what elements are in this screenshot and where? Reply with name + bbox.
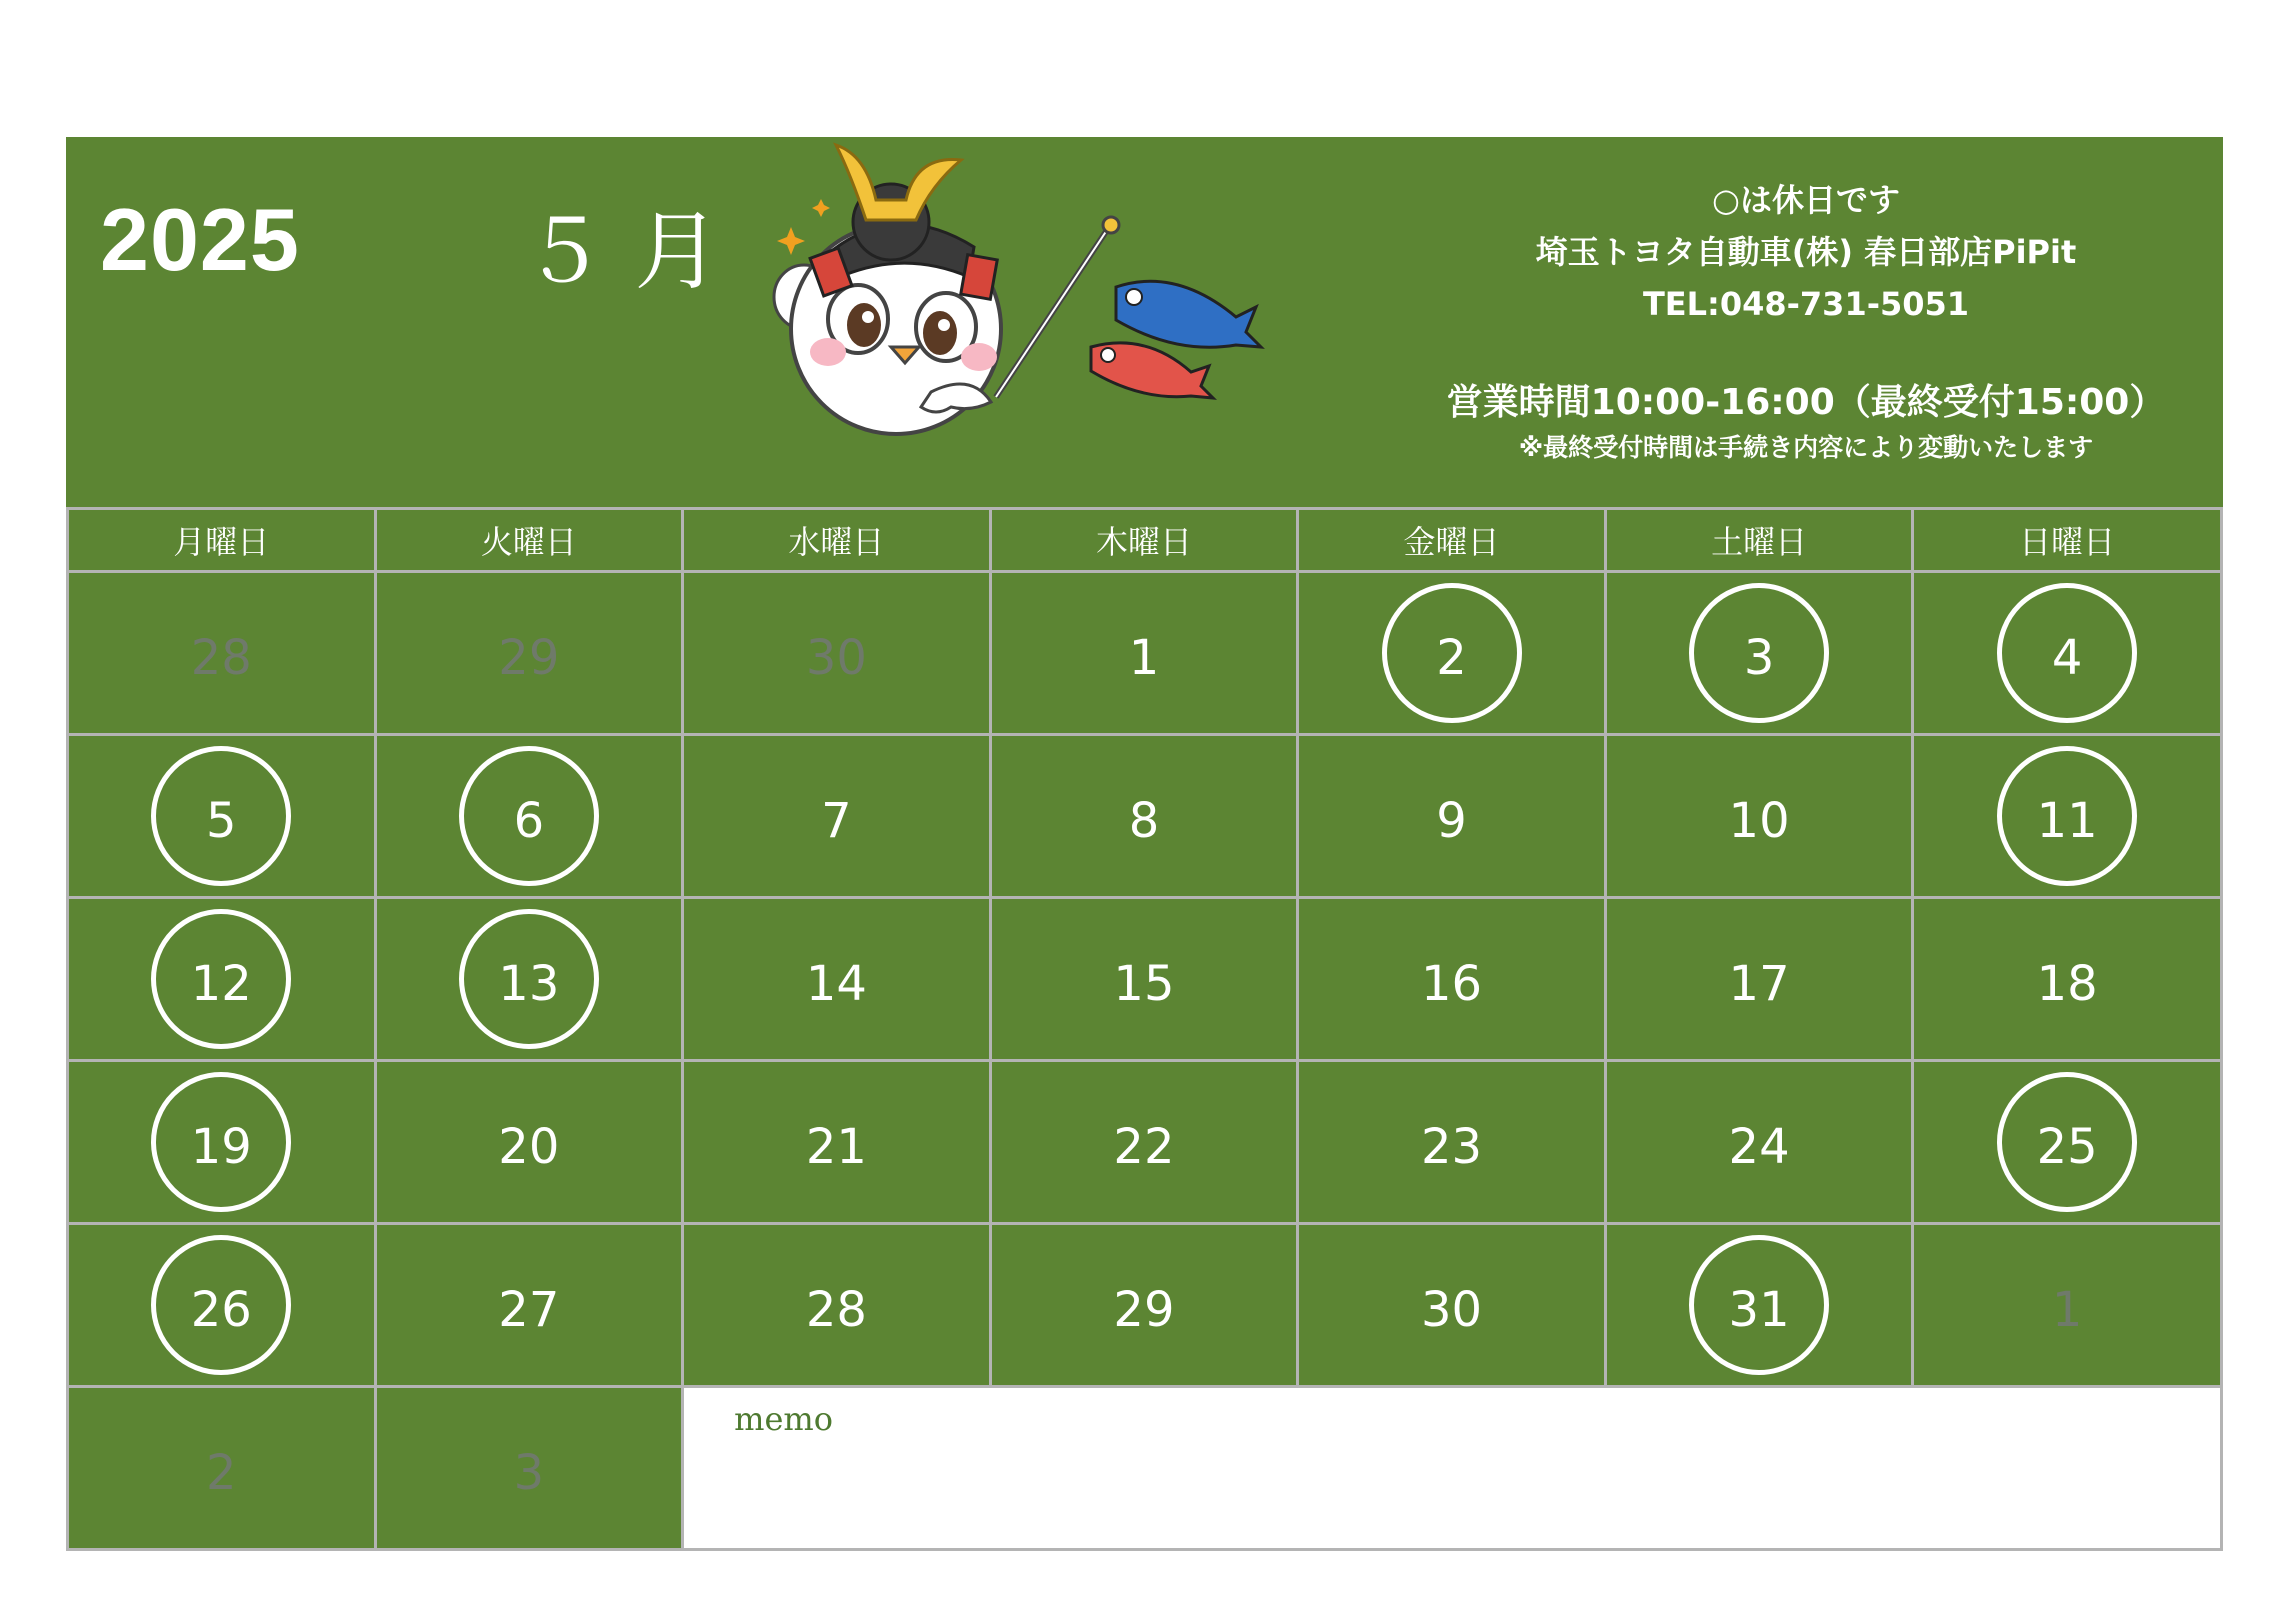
day-cell xyxy=(990,1061,1298,1224)
day-number: 8 xyxy=(1128,793,1160,849)
day-number: 9 xyxy=(1436,793,1467,849)
day-number: 1 xyxy=(1128,630,1160,686)
day-cell xyxy=(375,1387,683,1550)
day-number: 30 xyxy=(1420,1282,1483,1338)
day-cell xyxy=(68,1061,376,1224)
day-number: 22 xyxy=(1113,1119,1175,1175)
day-number: 14 xyxy=(805,956,867,1012)
day-cell xyxy=(683,1061,991,1224)
sparkle-icon xyxy=(777,199,830,255)
day-cell xyxy=(1605,1224,1913,1387)
weekday-sat: 土曜日 xyxy=(1605,509,1913,572)
day-cell xyxy=(1913,1224,2222,1387)
day-cell xyxy=(375,735,683,898)
day-number: 28 xyxy=(805,1282,867,1338)
day-number: 16 xyxy=(1420,956,1483,1012)
day-cell xyxy=(990,1224,1298,1387)
holiday-day-number: 3 xyxy=(1689,583,1829,723)
holiday-day-number: 6 xyxy=(459,746,599,886)
store-info xyxy=(1306,174,2280,468)
week-row xyxy=(68,898,2222,1061)
day-number: 21 xyxy=(805,1119,867,1175)
day-number: 24 xyxy=(1728,1119,1790,1175)
day-cell xyxy=(68,1224,376,1387)
day-cell xyxy=(990,572,1298,735)
store-tel: TEL:048-731-5051 xyxy=(1642,285,1970,323)
weekday-wed: 水曜日 xyxy=(683,509,991,572)
day-cell xyxy=(375,898,683,1061)
day-cell xyxy=(68,1387,376,1550)
month-label: ５ 月 xyxy=(521,202,721,302)
holiday-day-number: 5 xyxy=(151,746,291,886)
day-cell xyxy=(1605,1061,1913,1224)
day-cell xyxy=(68,735,376,898)
day-cell xyxy=(1298,898,1606,1061)
day-number: 10 xyxy=(1728,793,1790,849)
day-number: 23 xyxy=(1420,1119,1483,1175)
weekday-header-row xyxy=(68,509,2222,572)
business-hours: 営業時間10:00-16:00（最終受付15:00） xyxy=(1446,382,2166,423)
koinobori-icon xyxy=(1091,281,1261,398)
calendar-header xyxy=(66,137,2223,507)
day-cell xyxy=(1298,735,1606,898)
samurai-helmet-bird-mascot-icon xyxy=(696,137,1286,457)
day-number: 18 xyxy=(2036,956,2098,1012)
weekday-tue: 火曜日 xyxy=(375,509,683,572)
day-number: 7 xyxy=(821,793,852,849)
day-cell xyxy=(990,898,1298,1061)
day-number: 27 xyxy=(498,1282,560,1338)
weekday-mon: 月曜日 xyxy=(68,509,376,572)
day-cell xyxy=(1605,898,1913,1061)
memo-label: memo xyxy=(734,1400,834,1438)
day-cell xyxy=(375,1061,683,1224)
holiday-day-number: 11 xyxy=(1997,746,2137,886)
week-row xyxy=(68,572,2222,735)
day-cell xyxy=(683,572,991,735)
holiday-legend: ○は休日です xyxy=(1712,181,1900,219)
day-number: 30 xyxy=(805,630,867,686)
day-cell xyxy=(1298,572,1606,735)
weekday-fri: 金曜日 xyxy=(1298,509,1606,572)
holiday-day-number: 31 xyxy=(1689,1235,1829,1375)
day-cell xyxy=(1605,735,1913,898)
weekday-sun: 日曜日 xyxy=(1913,509,2222,572)
store-name: 埼玉トヨタ自動車(株) 春日部店PiPit xyxy=(1535,233,2077,271)
holiday-day-number: 12 xyxy=(151,909,291,1049)
weekday-thu: 木曜日 xyxy=(990,509,1298,572)
day-cell xyxy=(1913,735,2222,898)
day-cell xyxy=(1913,572,2222,735)
day-number: 1 xyxy=(2051,1282,2083,1338)
day-cell xyxy=(68,898,376,1061)
holiday-day-number: 25 xyxy=(1997,1072,2137,1212)
day-cell xyxy=(1605,572,1913,735)
day-number: 15 xyxy=(1113,956,1175,1012)
day-number: 2 xyxy=(206,1445,237,1501)
day-number: 29 xyxy=(498,630,560,686)
day-number: 3 xyxy=(513,1445,545,1501)
day-cell xyxy=(375,1224,683,1387)
day-cell xyxy=(375,572,683,735)
day-cell xyxy=(683,735,991,898)
calendar-grid xyxy=(66,507,2223,1551)
year-label: 2025 xyxy=(100,190,300,289)
day-cell xyxy=(1298,1224,1606,1387)
holiday-day-number: 2 xyxy=(1382,583,1522,723)
calendar xyxy=(66,137,2223,1553)
day-cell xyxy=(990,735,1298,898)
day-cell xyxy=(683,898,991,1061)
day-cell xyxy=(68,572,376,735)
day-cell xyxy=(1913,898,2222,1061)
memo-area xyxy=(683,1387,2222,1550)
day-number: 20 xyxy=(498,1119,560,1175)
day-number: 29 xyxy=(1113,1282,1175,1338)
day-number: 28 xyxy=(190,630,252,686)
day-number: 17 xyxy=(1728,956,1790,1012)
holiday-day-number: 4 xyxy=(1997,583,2137,723)
day-cell xyxy=(683,1224,991,1387)
week-row xyxy=(68,735,2222,898)
day-cell xyxy=(1298,1061,1606,1224)
holiday-day-number: 13 xyxy=(459,909,599,1049)
holiday-day-number: 19 xyxy=(151,1072,291,1212)
week-row xyxy=(68,1061,2222,1224)
week-row xyxy=(68,1224,2222,1387)
week-row xyxy=(68,1387,2222,1550)
hours-note: ※最終受付時間は手続き内容により変動いたします xyxy=(1518,433,2094,462)
holiday-day-number: 26 xyxy=(151,1235,291,1375)
day-cell xyxy=(1913,1061,2222,1224)
